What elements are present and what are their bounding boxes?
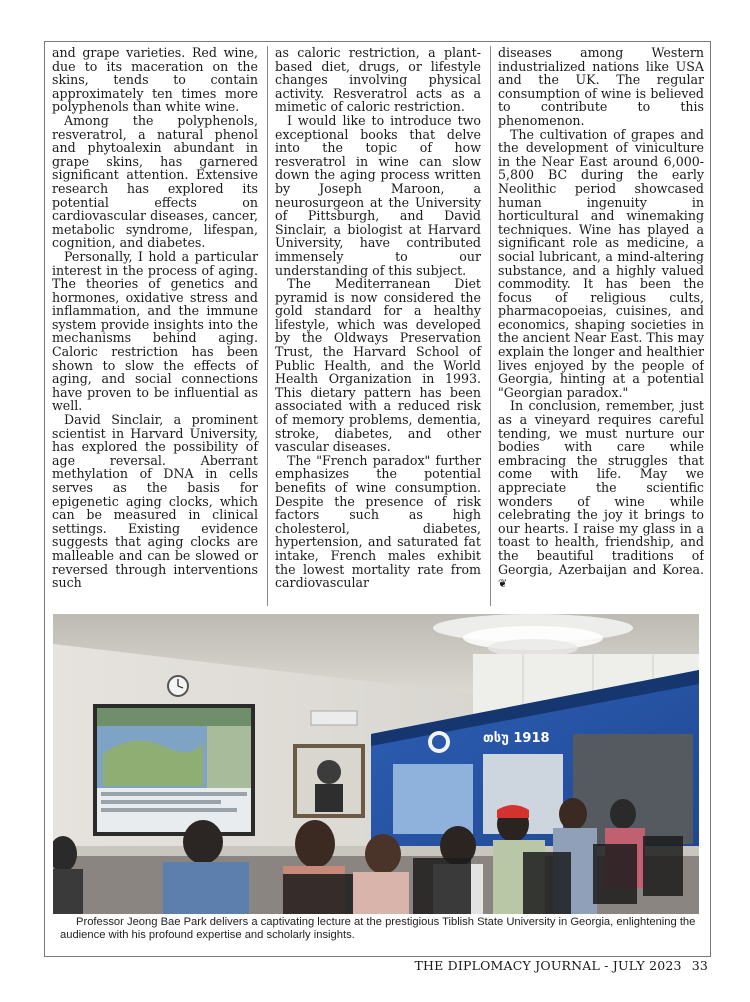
paragraph: Among the polyphenols, resveratrol, a natural phenol and phytoalexin abundant in grape skins, has garnered significant attention. Extensive research has explored its potential effects on cardiovascular diseases, cancer, metabolic syndrome, lifespan, cognition, and diabetes. — [52, 112, 258, 251]
journal-issue: THE DIPLOMACY JOURNAL - JULY 2023 — [414, 958, 682, 973]
paragraph-text: In conclusion, remember, just as a vineyard requires careful tending, we must nurture our bodies with care while embracing the struggles that come with life. May we appreciate the scientific wonders of wine while celebrating the joy it brings to our hearts. I raise my glass in a toast to health, friendship, and the beautiful traditions of Georgia, Azerbaijan and Korea. — [498, 398, 704, 577]
paragraph: I would like to introduce two exceptional books that delve into the topic of how resveratrol in wine can slow down the aging process written by Joseph Maroon, a neurosurgeon at the University of Pittsburgh, and David Sinclair, a biologist at Harvard University, have contributed immensely to our understanding of this subject. — [275, 112, 481, 278]
paragraph: David Sinclair, a prominent scientist in Harvard University, has explored the possibility of age reversal. Aberrant methylation of DNA in cells serves as the basis for epigenetic aging clocks, which can be measured in clinical settings. Existing evidence suggests that aging clocks are malleable and can be slowed or reversed through interventions such — [52, 412, 258, 591]
article-column-2 — [275, 46, 491, 606]
paragraph: Personally, I hold a particular interest in the process of aging. The theories of genetics and hormones, oxidative stress and inflammation, and the immune system provide insights into the mechanisms behind aging. Caloric restriction has been shown to slow the effects of aging, and social connections have proven to be influential as well. — [52, 248, 258, 414]
paragraph: The Mediterranean Diet pyramid is now considered the gold standard for a healthy lifestyle, which was developed by the Oldways Preservation Trust, the Harvard School of Public Health, and the World Health Organization in 1993. This dietary pattern has been associated with a reduced risk of memory problems, dementia, stroke, diabetes, and other vascular diseases. — [275, 276, 481, 455]
page-number: 33 — [691, 958, 708, 973]
lecture-photo — [53, 614, 699, 914]
paragraph: and grape varieties. Red wine, due to its maceration on the skins, tends to contain approximately ten times more polyphenols than white wine. — [52, 46, 258, 115]
paragraph — [498, 399, 704, 590]
paragraph: The "French paradox" further emphasizes the potential benefits of wine consumption. Despite the presence of risk factors such as high cholesterol, diabetes, hypertension, and saturated fat intake, French males exhibit the lowest mortality rate from cardiovascular — [275, 452, 481, 591]
portrait-painting — [293, 744, 365, 818]
projection-screen — [93, 704, 255, 836]
banner-year-text: თსუ 1918 — [483, 731, 550, 746]
page-footer — [414, 958, 708, 973]
paragraph: The cultivation of grapes and the development of viniculture in the Near East around 6,000-5,800 BC during the early Neolithic period showcased human ingenuity in horticultural and winemaking techniques. Wine has played a significant role as medicine, a social lubricant, a mind-altering substance, and a highly valued commodity. It has been the focus of religious cults, pharmacopoeias, cuisines, and economics, shaping societies in the ancient Near East. This may explain the longer and healthier lives enjoyed by the people of Georgia, hinting at a potential "Georgian paradox." — [498, 126, 704, 400]
end-mark-icon: ❦ — [498, 577, 508, 591]
paragraph: as caloric restriction, a plant-based diet, drugs, or lifestyle changes involving physical activity. Resveratrol acts as a mimetic of caloric restriction. — [275, 46, 481, 115]
article-column-3 — [498, 46, 704, 606]
article-column-1 — [52, 46, 268, 606]
wall-clock-icon — [168, 676, 188, 696]
paragraph: diseases among Western industrialized nations like USA and the UK. The regular consumption of wine is believed to contribute to this phenomenon. — [498, 46, 704, 128]
photo-caption: Professor Jeong Bae Park delivers a captivating lecture at the prestigious Tiblish State University in Georgia, enlightening the audience with his profound expertise and scholarly insights. — [60, 916, 696, 941]
article-body — [52, 46, 704, 606]
